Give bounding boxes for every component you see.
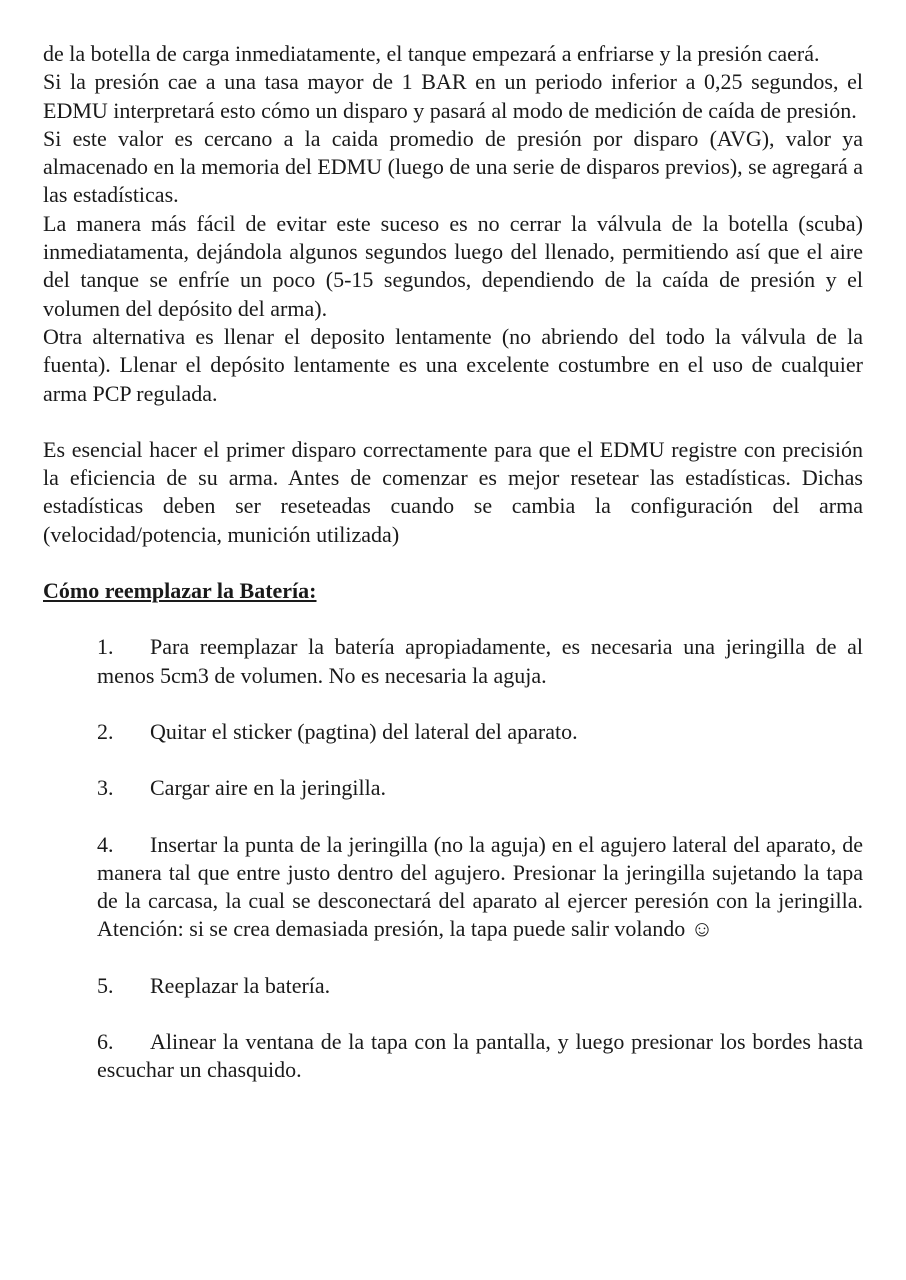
list-item-number: 2. bbox=[97, 718, 114, 744]
list-item-number: 4. bbox=[97, 831, 114, 857]
paragraph-tank-cooling: de la botella de carga inmediatamente, el tanque empezará a enfriarse y la presión caerá. bbox=[43, 41, 820, 66]
list-item-number: 6. bbox=[97, 1029, 114, 1055]
list-item-step-1 bbox=[97, 633, 863, 690]
paragraph-first-shot: Es esencial hacer el primer disparo correctamente para que el EDMU registre con precisión la eficiencia de su arma. Antes de comenzar es mejor resetear las estadísticas. Dichas estadísticas deben ser reseteadas cuando se cambia la configuración del arma (velocidad/potencia, munición utilizada) bbox=[43, 436, 863, 547]
list-item-text: Alinear la ventana de la tapa con la pantalla, y luego presionar los bordes hasta escuchar un chasquido. bbox=[97, 1029, 863, 1083]
battery-replacement-heading bbox=[43, 577, 863, 605]
paragraph-slow-fill: Otra alternativa es llenar el deposito lentamente (no abriendo del todo la válvula de la fuenta). Llenar el depósito lentamente es una excelente costumbre en el uso de cualquier arma PCP regulada. bbox=[43, 323, 863, 406]
list-item-step-6 bbox=[97, 1028, 863, 1085]
battery-replacement-heading-text: Cómo reemplazar la Batería: bbox=[43, 578, 317, 604]
list-item-text: Cargar aire en la jeringilla. bbox=[150, 775, 386, 801]
list-item-number: 1. bbox=[97, 634, 114, 660]
list-item-number: 3. bbox=[97, 775, 114, 801]
list-item-text: Insertar la punta de la jeringilla (no la aguja) en el agujero lateral del aparato, de manera tal que entre justo dentro del agujero. Presionar la jeringilla sujetando la tapa de la carcasa, la cual se desconectará del aparato al ejercer peresión con la jeringilla. Atención: si se crea demasiada presión, la tapa puede salir volando ☺ bbox=[97, 831, 863, 942]
paragraph-pressure-drop-rule: Si la presión cae a una tasa mayor de 1 BAR en un periodo inferior a 0,25 segundos, el EDMU interpretará esto cómo un disparo y pasará al modo de medición de caída de presión. bbox=[43, 69, 863, 123]
list-item-step-3 bbox=[97, 774, 863, 802]
list-item-text: Reeplazar la batería. bbox=[150, 972, 331, 998]
list-item-number: 5. bbox=[97, 972, 114, 998]
list-item-step-2 bbox=[97, 718, 863, 746]
paragraph-avg-statistics: Si este valor es cercano a la caida promedio de presión por disparo (AVG), valor ya almacenado en la memoria del EDMU (luego de una serie de disparos previos), se agregará a las estadísticas. bbox=[43, 125, 863, 208]
list-item-text: Quitar el sticker (pagtina) del lateral del aparato. bbox=[150, 718, 578, 744]
paragraph-avoid-event: La manera más fácil de evitar este suceso es no cerrar la válvula de la botella (scuba) inmediatamenta, dejándola algunos segundos luego del llenado, permitiendo así que el aire del tanque se enfríe un poco (5-15 segundos, dependiendo de la caída de presión y el volumen del depósito del arma). bbox=[43, 210, 863, 321]
list-item-step-4 bbox=[97, 831, 863, 944]
list-item-step-5 bbox=[97, 972, 863, 1000]
list-item-text: Para reemplazar la batería apropiadamente, es necesaria una jeringilla de al menos 5cm3 de volumen. No es necesaria la aguja. bbox=[97, 634, 863, 688]
